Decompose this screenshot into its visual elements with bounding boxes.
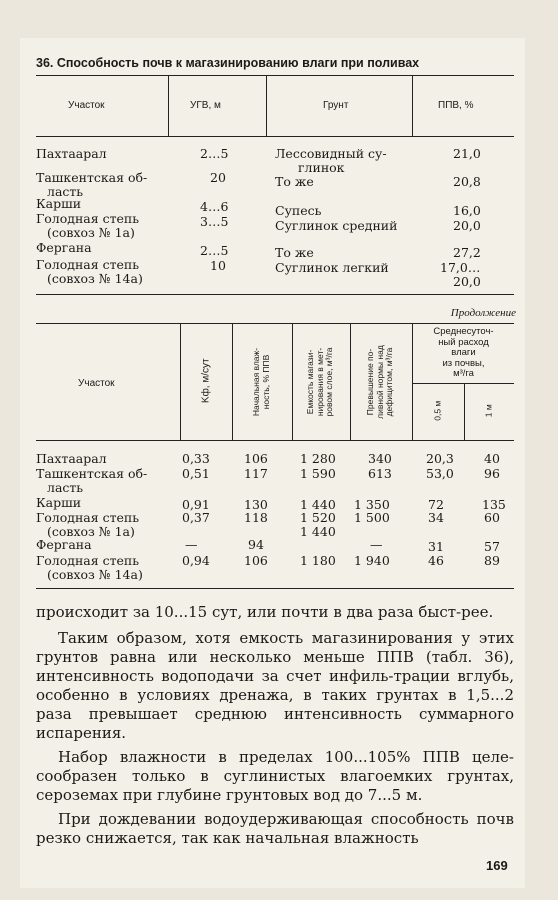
- table-caption: 36. Способность почв к магазинированию влаги при поливах: [36, 56, 420, 70]
- header-line: м³/га: [453, 368, 474, 379]
- table2-rate-1: 57: [484, 539, 500, 554]
- header-line: Начальная влаж-: [251, 347, 261, 417]
- table2-capacity: 1 590: [300, 466, 336, 481]
- table2-header-1m: 1 м: [483, 404, 494, 418]
- table2-kf: 0,33: [182, 451, 210, 466]
- table1-ppv: 20,0: [453, 274, 481, 289]
- table2-kf: 0,94: [182, 553, 210, 568]
- table2-rate-1: 40: [484, 451, 500, 466]
- table2-moist: 106: [244, 451, 268, 466]
- table1-divider: [266, 75, 267, 136]
- table1-ppv: 21,0: [453, 146, 481, 161]
- table2-capacity: 1 520: [300, 510, 336, 525]
- table1-site: ласть: [47, 184, 84, 199]
- table2-header-avg: [413, 327, 514, 380]
- table1-ugv: 20: [210, 170, 226, 185]
- table2-site: Пахтаарал: [36, 451, 107, 466]
- table2-moist: 106: [244, 553, 268, 568]
- table1-site: Голодная степь: [36, 211, 140, 226]
- table2-moist: 118: [244, 510, 268, 525]
- table2-site: ласть: [47, 480, 84, 495]
- table1-soil: То же: [275, 245, 314, 260]
- table2-capacity: 1 180: [300, 553, 336, 568]
- table2-rate-05: 34: [428, 510, 444, 525]
- table1-header-soil: Грунт: [323, 100, 349, 111]
- table2-capacity: 1 440: [300, 497, 336, 512]
- header-line: ный расход: [438, 336, 489, 348]
- table1-ugv: 3…5: [200, 214, 229, 229]
- table2-site: Голодная степь: [36, 553, 140, 568]
- paragraph: Таким образом, хотя емкость магазинирования у этих грунтов равна или несколько меньше ППВ (табл. 36), интенсивность водоподачи за счет инфиль-трации вглубь, особенно в условиях дренажа, в таких грунтах в 1,5...2 раза превышает среднюю интенсивность суммарного испарения.: [36, 629, 514, 742]
- table1-header-ugv: УГВ, м: [190, 100, 221, 111]
- header-line: Среднесуточ-: [433, 326, 494, 337]
- table2-subheader-rule: [412, 383, 514, 384]
- table1-header-rule: [36, 136, 514, 137]
- table2-divider: [350, 323, 351, 440]
- table2-divider: [232, 323, 233, 440]
- table1-ugv: 10: [210, 258, 226, 273]
- table2-rate-1: 60: [484, 510, 500, 525]
- table1-header-site: Участок: [68, 100, 105, 111]
- table2-site: (совхоз № 1а): [47, 524, 135, 539]
- table1-site: Ташкентская об-: [36, 170, 148, 185]
- table1-ugv: 2…5: [200, 146, 229, 161]
- header-line: нирования в мет-: [314, 347, 325, 417]
- table2-excess: 613: [368, 466, 392, 481]
- table2-moist: 117: [244, 466, 268, 481]
- table2-site: Фергана: [36, 537, 92, 552]
- table2-header-kf: Kф, м/сут: [200, 358, 212, 404]
- table2-site: (совхоз № 14а): [47, 567, 143, 582]
- table1-divider: [168, 75, 169, 136]
- paragraph: При дождевании водоудерживающая способность почв резко снижается, так как начальная влажность: [36, 810, 514, 847]
- table1-header-ppv: ППВ, %: [438, 100, 474, 111]
- table2-header-capacity: [306, 332, 336, 432]
- header-line: ливной нормы над: [374, 345, 385, 419]
- table2-capacity: 1 280: [300, 451, 336, 466]
- table2-excess: —: [370, 537, 383, 552]
- table1-site: (совхоз № 14а): [47, 271, 143, 286]
- table2-site: Голодная степь: [36, 510, 140, 525]
- header-line: дефицитом, м³/га: [384, 347, 394, 417]
- table2-capacity: 1 440: [300, 524, 336, 539]
- table2-moist: 94: [248, 537, 264, 552]
- table2-excess: 340: [368, 451, 392, 466]
- header-line: Превышение по-: [365, 348, 375, 416]
- header-line: из почвы,: [442, 357, 485, 369]
- table2-rate-1: 135: [482, 497, 506, 512]
- table1-ugv: 2…5: [200, 243, 229, 258]
- table1-soil: Лессовидный су-: [275, 146, 387, 161]
- table2-kf: 0,51: [182, 466, 210, 481]
- table2-header-05m: 0,5 м: [432, 400, 443, 421]
- table2-kf: —: [185, 537, 198, 552]
- table2-top-rule: [36, 323, 514, 324]
- table1-soil: глинок: [298, 160, 345, 175]
- table1-ppv: 20,8: [453, 174, 481, 189]
- table2-rate-05: 46: [428, 553, 444, 568]
- table2-header-site: Участок: [78, 378, 115, 389]
- body-text: [36, 603, 514, 848]
- paragraph: происходит за 10...15 сут, или почти в два раза быст-рее.: [36, 603, 494, 621]
- table1-divider: [412, 75, 413, 136]
- paragraph: Набор влажности в пределах 100...105% ППВ целе-сообразен только в суглинистых влагоемких грунтах, сероземах при глубине грунтовых вод до 7...5 м.: [36, 748, 514, 804]
- table1-site: Пахтаарал: [36, 146, 107, 161]
- table2-header-moist: [252, 332, 272, 432]
- table2-divider: [464, 383, 465, 440]
- table2-bottom-rule: [36, 588, 514, 589]
- table1-site: Карши: [36, 196, 82, 211]
- table1-ppv: 16,0: [453, 203, 481, 218]
- table1-site: Голодная степь: [36, 257, 140, 272]
- table1-soil: Суглинок легкий: [275, 260, 389, 275]
- table2-rate-05: 31: [428, 539, 444, 554]
- page-number: 169: [486, 858, 508, 873]
- header-line: влаги: [451, 347, 476, 358]
- table1-ugv: 4…6: [200, 199, 229, 214]
- table2-header-excess: [366, 332, 396, 432]
- table2-excess: 1 940: [354, 553, 390, 568]
- table2-excess: 1 350: [354, 497, 390, 512]
- table1-site: Фергана: [36, 240, 92, 255]
- table2-rate-1: 89: [484, 553, 500, 568]
- table2-rate-05: 20,3: [426, 451, 454, 466]
- table1-top-rule: [36, 75, 514, 76]
- table2-kf: 0,91: [182, 497, 210, 512]
- table2-rate-1: 96: [484, 466, 500, 481]
- header-line: ровом слое, м³/га: [324, 347, 334, 417]
- table2-divider: [292, 323, 293, 440]
- table1-ppv: 27,2: [453, 245, 481, 260]
- table1-bottom-rule: [36, 294, 514, 295]
- table2-site: Ташкентская об-: [36, 466, 148, 481]
- table1-ppv: 17,0…: [440, 260, 481, 275]
- table2-divider: [180, 323, 181, 440]
- table2-site: Карши: [36, 495, 82, 510]
- table2-kf: 0,37: [182, 510, 210, 525]
- table2-excess: 1 500: [354, 510, 390, 525]
- table1-soil: Суглинок средний: [275, 218, 398, 233]
- table1-site: (совхоз № 1а): [47, 225, 135, 240]
- table2-rate-05: 72: [428, 497, 444, 512]
- continued-label: Продолжение: [450, 307, 516, 319]
- table2-header-rule: [36, 440, 514, 441]
- table2-moist: 130: [244, 497, 268, 512]
- table1-soil: То же: [275, 174, 314, 189]
- table2-rate-05: 53,0: [426, 466, 454, 481]
- table1-soil: Супесь: [275, 203, 322, 218]
- header-line: Емкость магази-: [305, 349, 315, 415]
- header-line: ность, % ППВ: [260, 354, 271, 410]
- table1-ppv: 20,0: [453, 218, 481, 233]
